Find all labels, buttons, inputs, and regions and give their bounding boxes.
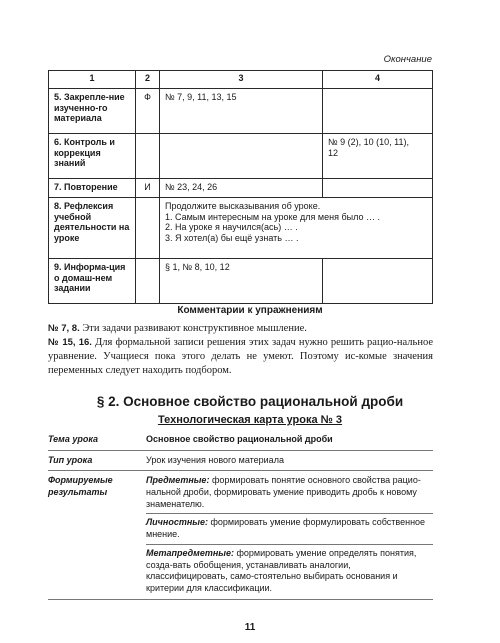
tasks-cell: № 23, 24, 26 bbox=[160, 179, 323, 198]
extra-tasks-cell bbox=[323, 259, 433, 304]
table-row bbox=[49, 134, 433, 179]
header-col-4: 4 bbox=[323, 71, 433, 89]
comment-number: № 15, 16. bbox=[48, 337, 92, 348]
comment-paragraph bbox=[48, 322, 433, 336]
section-heading: § 2. Основное свойство рациональной дроби bbox=[96, 394, 404, 409]
stage-cell: 8. Рефлексия учебной деятельности на уроке bbox=[49, 198, 136, 259]
form-cell: Ф bbox=[136, 89, 160, 134]
results-label: Формируемые результаты bbox=[48, 471, 142, 599]
form-cell bbox=[136, 134, 160, 179]
extra-tasks-cell: № 9 (2), 10 (10, 11), 12 bbox=[323, 134, 433, 179]
comments-title: Комментарии к упражнениям bbox=[177, 305, 323, 316]
meta-results: Метапредметные: формировать умение определять понятия, созда-вать обобщения, устанавливать аналогии, классифицировать, само-стоятельно выбирать основания и критерии для классификации. bbox=[146, 544, 433, 595]
comment-text: Эти задачи развивают конструктивное мышление. bbox=[82, 323, 307, 334]
topic-value: Основное свойство рациональной дроби bbox=[142, 430, 433, 450]
lesson-map-table bbox=[48, 430, 433, 600]
continuation-label: Окончание bbox=[383, 54, 432, 65]
lesson-map-title: Технологическая карта урока № 3 bbox=[157, 414, 343, 426]
lesson-stages-table bbox=[48, 70, 433, 304]
tasks-cell: № 7, 9, 11, 13, 15 bbox=[160, 89, 323, 134]
topic-label: Тема урока bbox=[48, 430, 142, 450]
stage-cell: 5. Закрепле-ние изученно-го материала bbox=[49, 89, 136, 134]
header-col-2: 2 bbox=[136, 71, 160, 89]
header-col-3: 3 bbox=[160, 71, 323, 89]
stage-cell: 7. Повторение bbox=[49, 179, 136, 198]
table-header-row bbox=[49, 71, 433, 89]
tasks-cell bbox=[160, 134, 323, 179]
map-row-type bbox=[48, 450, 433, 471]
reflection-cell: Продолжите высказывания об уроке. 1. Самым интересным на уроке для меня было … . 2. На уроке я научился(ась) … . 3. Я хотел(а) бы ещё узнать … . bbox=[160, 198, 433, 259]
comment-number: № 7, 8. bbox=[48, 323, 80, 334]
stage-cell: 6. Контроль и коррекция знаний bbox=[49, 134, 136, 179]
page-number: 11 bbox=[244, 622, 256, 633]
comment-paragraph bbox=[48, 336, 433, 378]
results-value bbox=[142, 471, 433, 599]
form-cell bbox=[136, 198, 160, 259]
map-row-results bbox=[48, 471, 433, 599]
personal-results: Личностные: формировать умение формулировать собственное мнение. bbox=[146, 513, 433, 540]
header-col-1: 1 bbox=[49, 71, 136, 89]
stage-cell: 9. Информа-ция о домаш-нем задании bbox=[49, 259, 136, 304]
type-label: Тип урока bbox=[48, 450, 142, 471]
form-cell: И bbox=[136, 179, 160, 198]
extra-tasks-cell bbox=[323, 179, 433, 198]
extra-tasks-cell bbox=[323, 89, 433, 134]
table-row bbox=[49, 179, 433, 198]
comment-text: Для формальной записи решения этих задач нужно решить рацио-нальное уравнение. Учащиеся пока этого делать не умеют. Поэтому ис-комые значения переменных следует находить подбором. bbox=[48, 337, 433, 376]
type-value: Урок изучения нового материала bbox=[142, 450, 433, 471]
form-cell bbox=[136, 259, 160, 304]
table-row bbox=[49, 259, 433, 304]
table-row bbox=[49, 198, 433, 259]
tasks-cell: § 1, № 8, 10, 12 bbox=[160, 259, 323, 304]
subject-results: Предметные: формировать понятие основного свойства рацио-нальной дроби, формировать умение приводить дробь к новому знаменателю. bbox=[146, 475, 421, 509]
map-row-topic bbox=[48, 430, 433, 450]
table-row bbox=[49, 89, 433, 134]
